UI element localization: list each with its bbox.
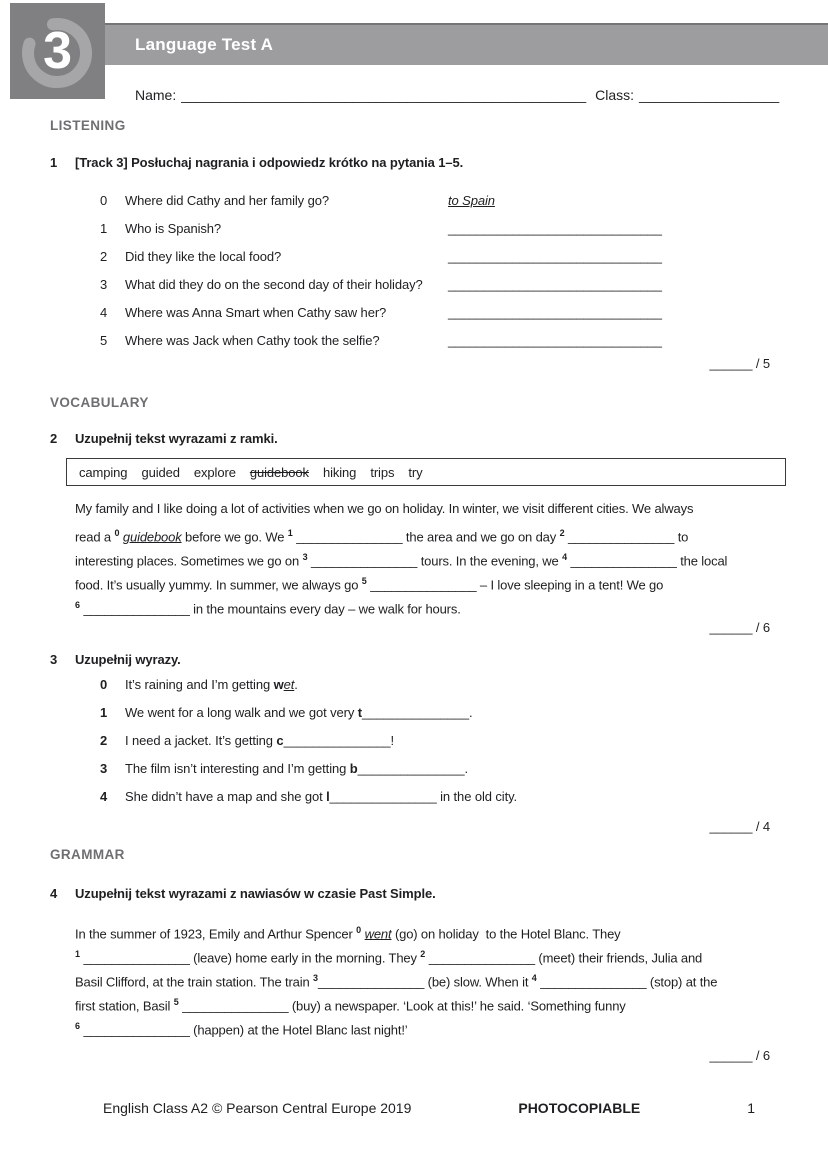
item-answer-line: ______________________________ <box>448 305 662 320</box>
class-blank-line: __________________ <box>639 87 780 103</box>
page-title: Language Test A <box>135 35 274 54</box>
text-line: food. It’s usually yummy. In summer, we always go $^5$ _______________ – I love sleeping in a tent! We go <box>75 576 664 593</box>
name-class-row <box>135 87 779 103</box>
exercise2-heading <box>50 431 788 446</box>
text-line: Basil Clifford, at the train station. The train $^3$_______________ (be) slow. When it $^4$ _______________ (stop) at the <box>75 973 718 990</box>
item-number: 2 <box>100 733 108 748</box>
listening-section-heading: LISTENING <box>50 118 126 133</box>
text-line: $^6$ _______________ (happen) at the Hotel Blanc last night!’ <box>75 1021 408 1038</box>
listening-item <box>0 221 828 249</box>
item-number: 5 <box>100 333 108 348</box>
item-number: 4 <box>100 789 108 804</box>
vocabulary-item <box>0 705 828 733</box>
exercise1-instruction: [Track 3] Posłuchaj nagrania i odpowiedz krótko na pytania 1–5. <box>75 155 464 170</box>
item-question: Did they like the local food? <box>125 249 282 264</box>
page-footer <box>103 1100 755 1116</box>
exercise2-number: 2 <box>50 431 58 446</box>
title-bar <box>105 23 828 65</box>
exercise4-instruction: Uzupełnij tekst wyrazami z nawiasów w czasie Past Simple. <box>75 886 436 901</box>
exercise3-items <box>0 677 828 817</box>
page-number: 1 <box>747 1100 755 1116</box>
copyright-text: English Class A2 © Pearson Central Europe 2019 <box>103 1100 412 1116</box>
item-number: 3 <box>100 277 108 292</box>
item-question: Where was Anna Smart when Cathy saw her? <box>125 305 387 320</box>
exercise4-score-line: ______ / 6 <box>709 1048 770 1063</box>
word-box-item: explore <box>193 464 236 480</box>
item-number: 1 <box>100 221 108 236</box>
listening-item <box>0 305 828 333</box>
text-line: first station, Basil $^5$ _______________ (buy) a newspaper. ‘Look at this!’ he said. ‘Something funny <box>75 997 626 1014</box>
exercise2-text <box>75 497 798 617</box>
exercise3-heading <box>50 652 788 667</box>
text-line: My family and I like doing a lot of activities when we go on holiday. In winter, we visit different cities. We always <box>75 501 694 516</box>
item-number: 1 <box>100 705 108 720</box>
exercise4-text <box>75 918 798 1038</box>
word-box-item: hiking <box>322 464 357 480</box>
exercise4-heading <box>50 886 788 901</box>
exercise3-number: 3 <box>50 652 58 667</box>
exercise1-items <box>0 193 828 361</box>
exercise4-number: 4 <box>50 886 58 901</box>
item-question: What did they do on the second day of their holiday? <box>125 277 423 292</box>
exercise1-score-line: ______ / 5 <box>709 356 770 371</box>
item-answer-line: ______________________________ <box>448 333 662 348</box>
name-label: Name: <box>135 87 177 103</box>
exercise2-score-line: ______ / 6 <box>709 620 770 635</box>
word-box-item: trips <box>370 464 395 480</box>
class-label: Class: <box>595 87 635 103</box>
text-line: interesting places. Sometimes we go on $^3$ _______________ tours. In the evening, we $^4$ _______________ the local <box>75 552 728 569</box>
unit-number: 3 <box>43 22 72 80</box>
vocabulary-item <box>0 677 828 705</box>
item-answer-line: to Spain <box>448 193 495 208</box>
word-box-item: camping <box>79 464 128 480</box>
word-box-item: guided <box>141 464 180 480</box>
item-number: 2 <box>100 249 108 264</box>
name-blank-line: ____________________________________________________ <box>181 87 587 103</box>
item-text: We went for a long walk and we got very t_______________. <box>125 705 473 720</box>
listening-item <box>0 333 828 361</box>
item-number: 0 <box>100 193 108 208</box>
item-number: 0 <box>100 677 108 692</box>
photocopiable-label: PHOTOCOPIABLE <box>518 1100 641 1116</box>
text-line: In the summer of 1923, Emily and Arthur Spencer $^0$ went (go) on holiday to the Hotel Blanc. They <box>75 925 621 942</box>
vocabulary-item <box>0 733 828 761</box>
vocabulary-section-heading: VOCABULARY <box>50 395 149 410</box>
item-text: It’s raining and I’m getting wet. <box>125 677 298 692</box>
item-text: The film isn’t interesting and I’m getting b_______________. <box>125 761 469 776</box>
text-line: $^1$ _______________ (leave) home early in the morning. They $^2$ _______________ (meet) their friends, Julia and <box>75 949 703 966</box>
listening-item <box>0 277 828 305</box>
text-line: read a $^0$ guidebook before we go. We $^1$ _______________ the area and we go on day $^2$ _______________ to <box>75 528 689 545</box>
item-number: 3 <box>100 761 108 776</box>
exercise3-instruction: Uzupełnij wyrazy. <box>75 652 181 667</box>
word-box-item: guidebook <box>249 464 309 480</box>
grammar-section-heading: GRAMMAR <box>50 847 125 862</box>
item-number: 4 <box>100 305 108 320</box>
item-answer-line: ______________________________ <box>448 249 662 264</box>
vocabulary-item <box>0 761 828 789</box>
item-text: She didn’t have a map and she got l_______________ in the old city. <box>125 789 518 804</box>
item-answer-line: ______________________________ <box>448 221 662 236</box>
item-question: Where did Cathy and her family go? <box>125 193 329 208</box>
word-box-item: try <box>408 464 423 480</box>
word-box <box>66 458 786 486</box>
item-question: Where was Jack when Cathy took the selfie? <box>125 333 380 348</box>
text-line: $^6$ _______________ in the mountains every day – we walk for hours. <box>75 600 461 617</box>
exercise1-heading <box>50 155 788 170</box>
listening-item <box>0 249 828 277</box>
item-text: I need a jacket. It’s getting c_______________! <box>125 733 395 748</box>
vocabulary-item <box>0 789 828 817</box>
item-question: Who is Spanish? <box>125 221 222 236</box>
exercise3-score-line: ______ / 4 <box>709 819 770 834</box>
exercise1-number: 1 <box>50 155 58 170</box>
listening-item <box>0 193 828 221</box>
unit-badge <box>10 3 105 99</box>
exercise2-instruction: Uzupełnij tekst wyrazami z ramki. <box>75 431 278 446</box>
item-answer-line: ______________________________ <box>448 277 662 292</box>
